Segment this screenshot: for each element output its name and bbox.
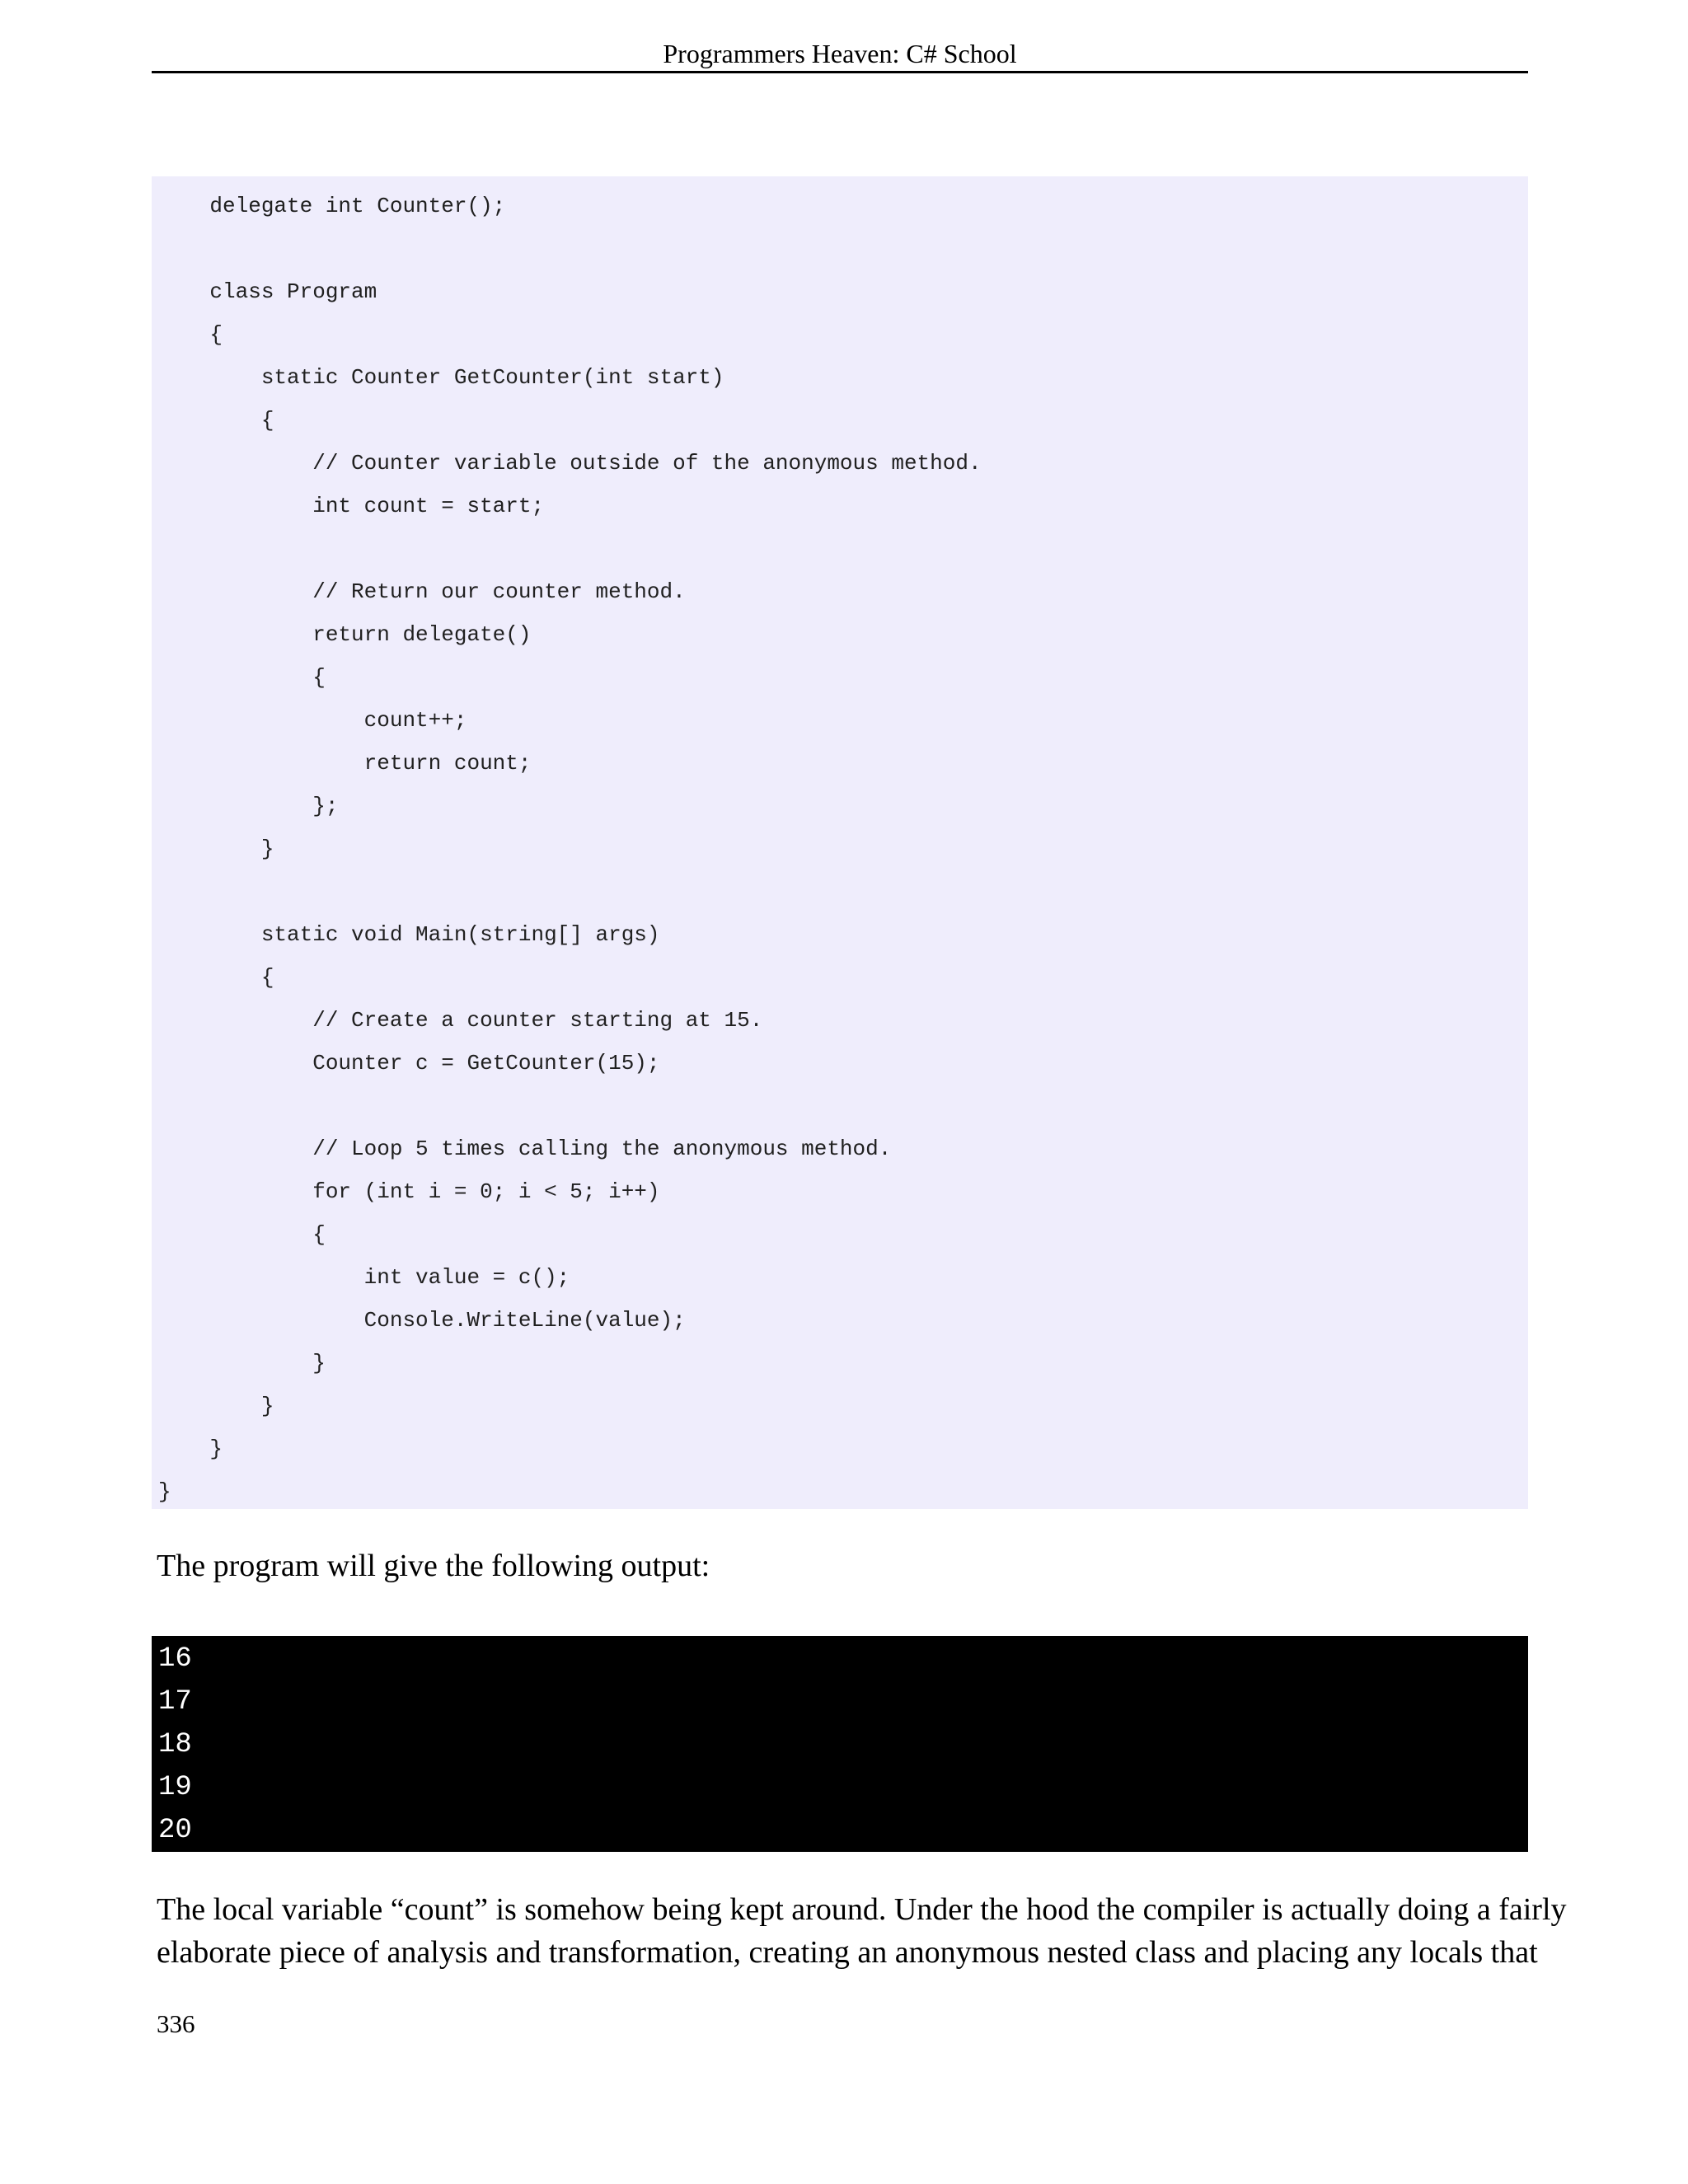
code-line: { — [158, 665, 326, 690]
code-line — [152, 227, 1528, 270]
code-line: static void Main(string[] args) — [158, 922, 660, 947]
code-line: } — [158, 1394, 274, 1418]
code-line: }; — [158, 794, 339, 818]
output-line: 20 — [158, 1815, 192, 1846]
code-line: { — [158, 1222, 326, 1247]
code-line: // Counter variable outside of the anonymous method. — [158, 451, 982, 476]
code-line: return count; — [158, 751, 532, 776]
code-line: } — [158, 1479, 171, 1504]
header-title: Programmers Heaven: C# School — [663, 39, 1017, 68]
output-line: 19 — [158, 1772, 192, 1803]
code-line: count++; — [158, 708, 467, 733]
code-line: } — [158, 837, 274, 861]
intro-paragraph: The program will give the following output: — [157, 1549, 710, 1583]
code-line: } — [158, 1351, 326, 1376]
code-line: { — [158, 322, 223, 347]
code-line — [152, 870, 1528, 913]
console-output — [152, 1636, 1528, 1852]
code-line: static Counter GetCounter(int start) — [158, 365, 724, 390]
output-line: 18 — [158, 1729, 192, 1760]
code-line — [152, 527, 1528, 570]
code-line: int count = start; — [158, 494, 545, 518]
body-paragraph-line-2: elaborate piece of analysis and transformation, creating an anonymous nested class and placing any locals that — [157, 1935, 1538, 1970]
code-line: // Create a counter starting at 15. — [158, 1008, 763, 1033]
code-line: { — [158, 408, 274, 433]
code-line: Counter c = GetCounter(15); — [158, 1051, 660, 1076]
code-line: for (int i = 0; i < 5; i++) — [158, 1179, 660, 1204]
code-line: return delegate() — [158, 622, 532, 647]
code-line: class Program — [158, 279, 377, 304]
code-block — [152, 176, 1528, 1509]
body-paragraph-line-1: The local variable “count” is somehow being kept around. Under the hood the compiler is actually doing a fairly — [157, 1892, 1567, 1927]
code-line: delegate int Counter(); — [158, 194, 506, 218]
code-line: { — [158, 965, 274, 990]
page-header — [152, 36, 1528, 73]
code-line: } — [158, 1436, 223, 1461]
output-line: 16 — [158, 1643, 192, 1675]
code-line — [152, 1085, 1528, 1127]
code-line: // Return our counter method. — [158, 579, 686, 604]
code-line: // Loop 5 times calling the anonymous method. — [158, 1137, 892, 1161]
output-line: 17 — [158, 1686, 192, 1718]
code-line: Console.WriteLine(value); — [158, 1308, 686, 1333]
page-number: 336 — [157, 2009, 195, 2038]
code-line: int value = c(); — [158, 1265, 570, 1290]
